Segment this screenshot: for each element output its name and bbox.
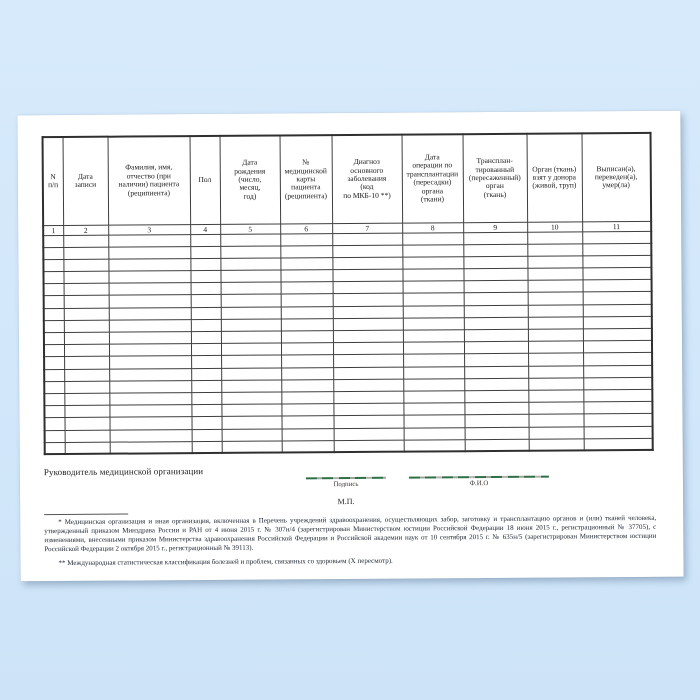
empty-cell (109, 344, 191, 357)
empty-cell (464, 378, 528, 391)
empty-cell (333, 415, 403, 428)
empty-cell (64, 381, 109, 394)
empty-cell (222, 441, 282, 454)
empty-cell (464, 415, 528, 428)
empty-cell (192, 441, 222, 453)
empty-cell (403, 293, 464, 306)
empty-cell (108, 271, 190, 284)
empty-cell (528, 329, 583, 342)
empty-cell (584, 426, 653, 439)
document-page (17, 111, 683, 582)
empty-cell (64, 308, 109, 321)
empty-cell (583, 353, 652, 366)
empty-cell (108, 258, 190, 271)
empty-cell (44, 333, 64, 345)
empty-cell (403, 281, 464, 294)
empty-cell (44, 418, 64, 430)
empty-cell (191, 368, 221, 380)
empty-cell (43, 235, 63, 247)
empty-cell (109, 405, 191, 418)
empty-cell (583, 389, 652, 402)
empty-cell (220, 270, 280, 283)
empty-cell (333, 342, 403, 355)
empty-cell (463, 232, 527, 245)
empty-cell (464, 341, 528, 354)
empty-cell (281, 392, 333, 405)
signature-caption: Подпись (333, 480, 359, 489)
empty-cell (403, 391, 464, 404)
empty-cell (464, 305, 528, 318)
empty-cell (583, 304, 652, 317)
column-header: № медицинской карты пациента (реципиента) (280, 135, 333, 223)
empty-cell (281, 416, 333, 429)
empty-cell (190, 234, 220, 246)
column-number: 6 (280, 223, 332, 233)
empty-cell (280, 270, 332, 283)
empty-cell (464, 293, 528, 306)
empty-cell (43, 259, 63, 271)
empty-cell (64, 357, 109, 370)
empty-cell (280, 245, 332, 258)
empty-cell (108, 246, 190, 259)
empty-cell (528, 317, 583, 330)
empty-cell (109, 319, 191, 332)
empty-cell (464, 329, 528, 342)
empty-cell (109, 417, 191, 430)
empty-cell (583, 365, 652, 378)
empty-cell (221, 368, 281, 381)
empty-cell (528, 305, 583, 318)
empty-cell (280, 233, 332, 246)
table-header-row (43, 133, 652, 225)
empty-cell (64, 332, 109, 345)
empty-cell (333, 391, 403, 404)
empty-cell (221, 294, 281, 307)
empty-cell (332, 257, 402, 270)
empty-cell (109, 295, 191, 308)
empty-cell (221, 404, 281, 417)
empty-cell (190, 246, 220, 258)
footnote-separator (44, 514, 128, 516)
empty-cell (528, 378, 583, 391)
empty-cell (191, 307, 221, 319)
empty-cell (582, 267, 651, 280)
fullname-caption: Ф.И.О (469, 480, 489, 488)
empty-cell (332, 269, 402, 282)
empty-cell (333, 281, 403, 294)
empty-cell (281, 318, 333, 331)
empty-cell (529, 439, 584, 452)
empty-cell (402, 232, 463, 245)
empty-cell (583, 414, 652, 427)
column-header: Диагноз основного заболевания (код по МКБ-10 **) (332, 135, 403, 223)
column-header: Дата операции по трансплантации (пересадки) органа (ткани) (402, 134, 464, 222)
empty-cell (582, 255, 651, 268)
empty-cell (65, 430, 110, 443)
empty-cell (529, 426, 584, 439)
column-number: 9 (463, 222, 527, 232)
empty-cell (65, 442, 110, 455)
empty-cell (402, 257, 463, 270)
column-header: Пол (190, 136, 221, 224)
empty-cell (64, 369, 109, 382)
empty-cell (44, 393, 64, 405)
empty-cell (527, 256, 582, 269)
empty-cell (465, 439, 529, 452)
empty-cell (403, 378, 464, 391)
empty-cell (44, 357, 64, 369)
empty-cell (64, 283, 109, 296)
empty-cell (281, 355, 333, 368)
empty-cell (281, 379, 333, 392)
empty-cell (190, 270, 220, 282)
empty-cell (402, 269, 463, 282)
empty-cell (464, 281, 528, 294)
empty-cell (221, 380, 281, 393)
empty-cell (403, 342, 464, 355)
empty-cell (465, 427, 529, 440)
empty-cell (191, 295, 221, 307)
footnote-medical-organization: * Медицинская организация и иная организация, включенная в Перечень учреждений здравоохранения, осуществляющих забор, заготовку и трансплантацию органов и (или) тканей человека, утвержденный приказом Минздрава России и РАН от 4 июня 2015 г. № 307н/4 (зарегистрирован Министерством юстиции Российской Федерации 18 июня 2015 г., регистрационный № 37705), с изменениями, внесенными приказом Министерства здравоохранения Российской Федерации и Российской академии наук от 10 сентября 2015 г. № 635н/5 (зарегистрирован Министерством юстиции Российской Федерации 2 октября 2015 г., регистрационный № 39113). (44, 513, 657, 554)
empty-cell (332, 233, 402, 246)
empty-cell (220, 258, 280, 271)
empty-cell (403, 305, 464, 318)
column-number: 10 (527, 221, 582, 231)
transplant-registry-table (42, 132, 654, 456)
empty-cell (527, 231, 582, 244)
empty-cell (583, 402, 652, 415)
empty-cell (110, 441, 192, 454)
empty-cell (221, 319, 281, 332)
column-header: Дата рождения (число, месяц, год) (220, 135, 281, 223)
empty-cell (191, 319, 221, 331)
empty-cell (43, 272, 63, 284)
empty-cell (583, 280, 652, 293)
empty-cell (221, 307, 281, 320)
empty-cell (403, 330, 464, 343)
empty-cell (221, 282, 281, 295)
empty-cell (192, 429, 222, 441)
empty-cell (527, 244, 582, 257)
empty-cell (281, 294, 333, 307)
empty-cell (281, 343, 333, 356)
empty-cell (109, 356, 191, 369)
empty-cell (333, 330, 403, 343)
empty-cell (221, 392, 281, 405)
empty-cell (402, 244, 463, 257)
empty-cell (281, 331, 333, 344)
empty-cell (403, 403, 464, 416)
column-number: 7 (332, 223, 402, 233)
empty-cell (191, 417, 221, 429)
empty-cell (464, 366, 528, 379)
empty-cell (583, 316, 652, 329)
column-number: 5 (220, 223, 280, 233)
empty-cell (583, 377, 652, 390)
empty-cell (45, 442, 65, 454)
column-header: Дата записи (63, 137, 109, 225)
footnotes-block (44, 514, 656, 568)
column-header: Фамилия, имя, отчество (при наличии) пациента (реципиента) (108, 136, 191, 225)
empty-cell (191, 380, 221, 392)
column-number: 2 (63, 225, 108, 235)
empty-cell (221, 343, 281, 356)
column-header: Выписан(а), переведен(а), умер(ла) (582, 133, 652, 221)
empty-cell (403, 415, 464, 428)
empty-cell (191, 283, 221, 295)
empty-cell (333, 294, 403, 307)
empty-cell (221, 331, 281, 344)
empty-cell (191, 344, 221, 356)
empty-cell (280, 257, 332, 270)
column-header: N п/п (43, 137, 64, 225)
empty-cell (404, 439, 465, 452)
empty-cell (528, 365, 583, 378)
empty-cell (282, 440, 334, 453)
empty-cell (44, 381, 64, 393)
empty-cell (582, 231, 651, 244)
empty-cell (191, 405, 221, 417)
empty-cell (64, 296, 109, 309)
empty-cell (333, 318, 403, 331)
empty-cell (221, 416, 281, 429)
empty-cell (527, 268, 582, 281)
empty-cell (44, 296, 64, 308)
column-number: 1 (43, 225, 63, 235)
empty-cell (108, 234, 190, 247)
empty-cell (528, 402, 583, 415)
column-number: 11 (582, 221, 651, 231)
empty-cell (191, 356, 221, 368)
empty-cell (333, 367, 403, 380)
empty-cell (43, 247, 63, 259)
empty-cell (464, 317, 528, 330)
footnote-icd10: ** Международная статистическая классификация болезней и проблем, связанных со здоровьем (X пересмотр). (58, 556, 393, 568)
empty-cell (403, 354, 464, 367)
empty-cell (64, 320, 109, 333)
empty-cell (281, 282, 333, 295)
empty-cell (528, 353, 583, 366)
empty-cell (44, 284, 64, 296)
signature-line (306, 477, 386, 480)
empty-cell (403, 366, 464, 379)
column-header: Орган (ткань) взят у донора (живой, труп) (527, 133, 583, 221)
empty-cell (64, 393, 109, 406)
empty-cell (190, 258, 220, 270)
empty-cell (220, 246, 280, 259)
empty-cell (463, 268, 527, 281)
column-number: 8 (402, 222, 463, 232)
empty-cell (109, 283, 191, 296)
empty-cell (64, 344, 109, 357)
empty-cell (403, 318, 464, 331)
empty-cell (110, 429, 192, 442)
empty-cell (528, 390, 583, 403)
empty-cell (64, 417, 109, 430)
column-number: 4 (190, 224, 220, 234)
empty-cell (528, 292, 583, 305)
empty-cell (333, 379, 403, 392)
empty-cell (191, 331, 221, 343)
empty-cell (333, 403, 403, 416)
empty-cell (464, 402, 528, 415)
empty-cell (44, 308, 64, 320)
empty-cell (464, 354, 528, 367)
empty-cell (44, 320, 64, 332)
empty-cell (109, 368, 191, 381)
empty-cell (333, 355, 403, 368)
empty-cell (528, 414, 583, 427)
empty-cell (109, 380, 191, 393)
empty-cell (63, 235, 108, 248)
empty-cell (464, 390, 528, 403)
empty-cell (333, 306, 403, 319)
empty-cell (44, 369, 64, 381)
empty-cell (282, 428, 334, 441)
empty-cell (44, 345, 64, 357)
empty-cell (404, 427, 465, 440)
empty-cell (109, 307, 191, 320)
empty-cell (63, 259, 108, 272)
column-number: 3 (108, 224, 190, 235)
empty-cell (528, 341, 583, 354)
empty-cell (584, 438, 653, 451)
empty-cell (220, 233, 280, 246)
empty-cell (64, 405, 109, 418)
empty-cell (334, 428, 404, 441)
empty-cell (63, 247, 108, 260)
empty-cell (281, 367, 333, 380)
empty-cell (334, 440, 404, 453)
empty-cell (63, 271, 108, 284)
empty-cell (191, 392, 221, 404)
empty-cell (528, 280, 583, 293)
stamp-place-label: М.П. (337, 496, 355, 507)
empty-cell (222, 428, 282, 441)
fullname-line (409, 476, 549, 479)
empty-cell (221, 355, 281, 368)
head-of-organization-label: Руководитель медицинской организации (43, 466, 204, 478)
empty-cell (44, 406, 64, 418)
column-header: Трансплан- тированный (пересаженный) орган (ткань) (463, 134, 528, 222)
empty-cell (463, 244, 527, 257)
empty-cell (281, 306, 333, 319)
empty-cell (582, 243, 651, 256)
empty-cell (45, 430, 65, 442)
empty-cell (583, 341, 652, 354)
empty-cell (109, 332, 191, 345)
empty-cell (463, 256, 527, 269)
empty-cell (281, 404, 333, 417)
empty-cell (332, 245, 402, 258)
empty-cell (109, 393, 191, 406)
empty-cell (583, 328, 652, 341)
empty-cell (583, 292, 652, 305)
